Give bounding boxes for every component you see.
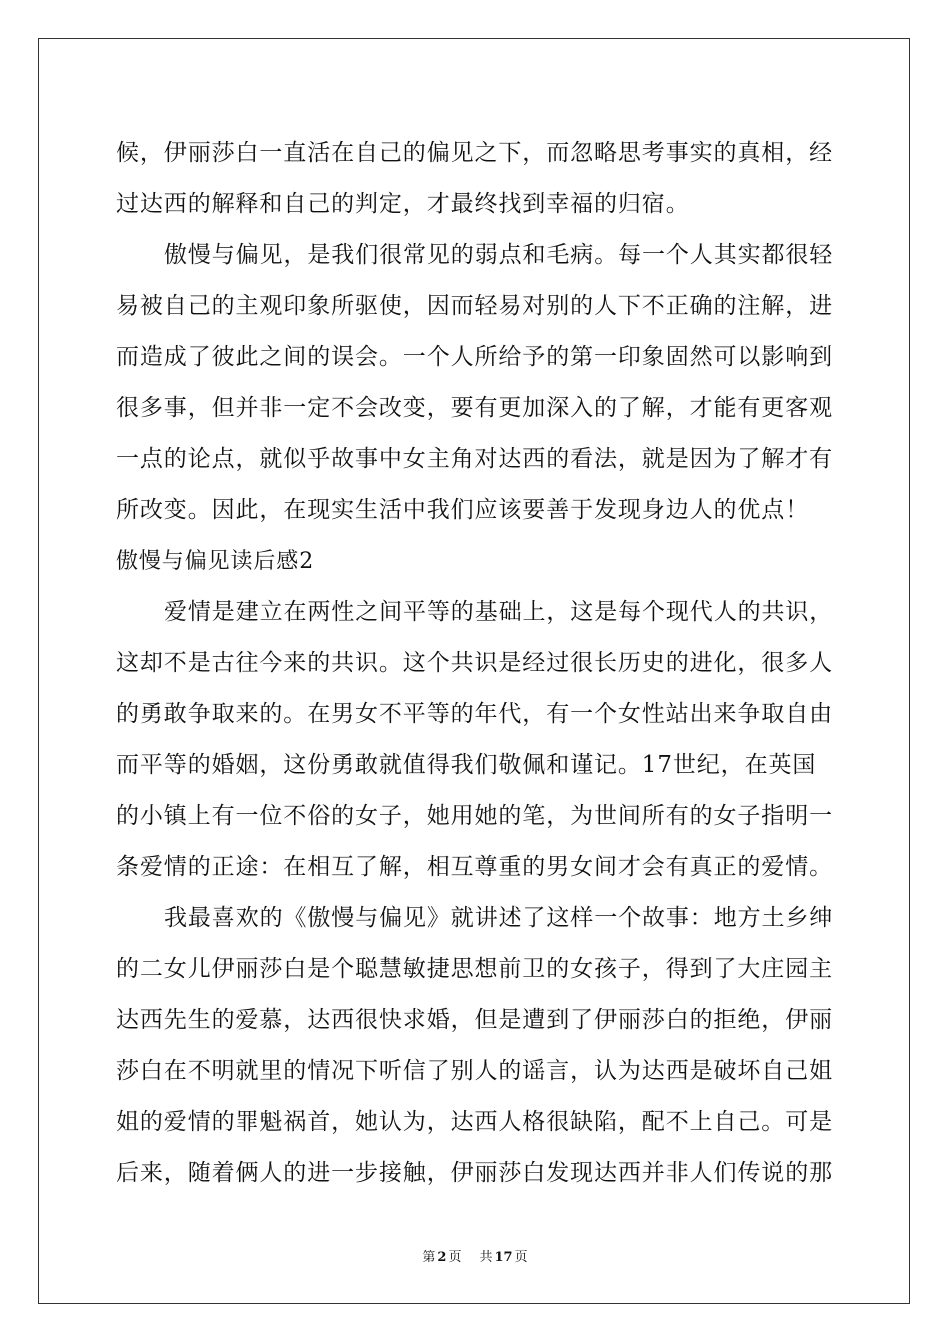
text-line: 一点的论点，就似乎故事中女主角对达西的看法，就是因为了解才有 [116, 446, 833, 472]
footer-prefix: 第 [422, 1250, 436, 1265]
text-line: 的小镇上有一位不俗的女子，她用她的笔，为世间所有的女子指明一 [116, 803, 833, 829]
text-line: 我最喜欢的《傲慢与偏见》就讲述了这样一个故事：地方土乡绅 [164, 905, 834, 931]
footer-total-prefix: 共 [479, 1250, 493, 1265]
text-line: 而平等的婚姻，这份勇敢就值得我们敬佩和谨记。17世纪，在英国 [116, 752, 817, 778]
text-line: 候，伊丽莎白一直活在自己的偏见之下，而忽略思考事实的真相，经 [116, 140, 833, 166]
text-line: 后来，随着俩人的进一步接触，伊丽莎白发现达西并非人们传说的那 [116, 1160, 833, 1186]
text-line: 条爱情的正途：在相互了解，相互尊重的男女间才会有真正的爱情。 [116, 854, 833, 880]
paragraph [116, 587, 834, 893]
paragraph [116, 230, 834, 536]
paragraph [116, 128, 834, 230]
text-line: 而造成了彼此之间的误会。一个人所给予的第一印象固然可以影响到 [116, 344, 833, 370]
text-line: 的二女儿伊丽莎白是个聪慧敏捷思想前卫的女孩子，得到了大庄园主 [116, 956, 833, 982]
text-line: 莎白在不明就里的情况下听信了别人的谣言，认为达西是破坏自己姐 [116, 1058, 833, 1084]
heading-text: 傲慢与偏见读后感2 [116, 549, 315, 574]
text-line: 这却不是古往今来的共识。这个共识是经过很长历史的进化，很多人 [116, 650, 833, 676]
text-line: 很多事，但并非一定不会改变，要有更加深入的了解，才能有更客观 [116, 395, 833, 421]
text-line: 所改变。因此，在现实生活中我们应该要善于发现身边人的优点！ [116, 497, 810, 523]
footer-page-unit: 页 [448, 1250, 462, 1265]
text-line: 爱情是建立在两性之间平等的基础上，这是每个现代人的共识， [164, 599, 834, 625]
page-footer [0, 1246, 950, 1265]
text-line: 过达西的解释和自己的判定，才最终找到幸福的归宿。 [116, 191, 690, 217]
paragraph [116, 893, 834, 1199]
text-line: 姐的爱情的罪魁祸首，她认为，达西人格很缺陷，配不上自己。可是 [116, 1109, 833, 1135]
current-page-number: 2 [437, 1250, 447, 1265]
text-line: 达西先生的爱慕，达西很快求婚，但是遭到了伊丽莎白的拒绝，伊丽 [116, 1007, 833, 1033]
footer-total-unit: 页 [514, 1250, 528, 1265]
text-line: 易被自己的主观印象所驱使，因而轻易对别的人下不正确的注解，进 [116, 293, 833, 319]
document-body [116, 128, 834, 1199]
section-heading [116, 536, 834, 587]
text-line: 的勇敢争取来的。在男女不平等的年代，有一个女性站出来争取自由 [116, 701, 833, 727]
text-line: 傲慢与偏见，是我们很常见的弱点和毛病。每一个人其实都很轻 [164, 242, 834, 268]
total-pages-number: 17 [494, 1250, 513, 1265]
